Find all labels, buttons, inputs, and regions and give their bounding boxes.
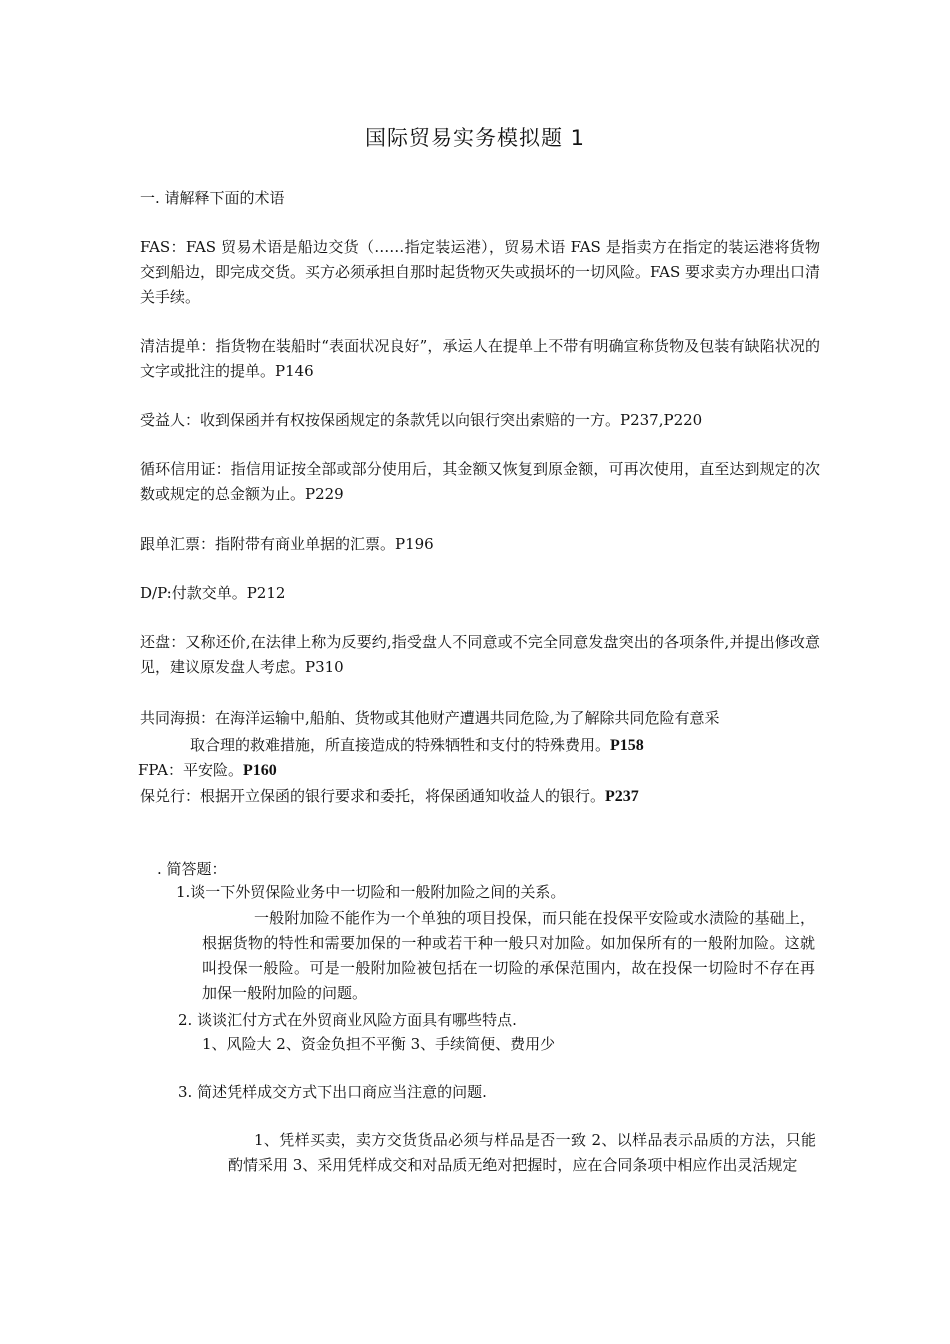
fpa-text: FPA：平安险。 [138,761,243,779]
advising-bank-text: 保兑行：根据开立保函的银行要求和委托，将保函通知收益人的银行。 [140,787,606,805]
term-beneficiary: 受益人：收到保函并有权按保函规定的条款凭以向银行突出索赔的一方。P237,P220 [140,411,703,429]
section1-heading: 一. 请解释下面的术语 [140,189,285,207]
term-counter-offer: 还盘：又称还价,在法律上称为反要约,指受盘人不同意或不完全同意发盘突出的各项条件,并提出修改意见，建议原发盘人考虑。P310 [140,633,820,676]
term-dp: D/P:付款交单。P212 [140,584,286,602]
advising-bank-page: P237 [605,788,639,805]
term-general-average-line2 [190,733,644,758]
question-3: 3. 简述凭样成交方式下出口商应当注意的问题. [178,1083,487,1101]
term-fpa [138,758,277,783]
answer-2: 1、风险大 2、资金负担不平衡 3、手续简便、费用少 [202,1035,556,1053]
answer-3: 1、凭样买卖，卖方交货货品必须与样品是否一致 2、以样品表示品质的方法，只能酌情采用 3、采用凭样成交和对品质无绝对把握时，应在合同条项中相应作出灵活规定 [228,1131,816,1174]
term-fas: FAS：FAS 贸易术语是船边交货（……指定装运港），贸易术语 FAS 是指卖方在指定的装运港将货物交到船边，即完成交货。买方必须承担自那时起货物灭失或损坏的一切风险。FAS 要求卖方办理出口清关手续。 [140,238,820,306]
question-1: 1.谈一下外贸保险业务中一切险和一般附加险之间的关系。 [176,883,566,901]
document-title: 国际贸易实务模拟题 1 [364,126,586,150]
general-average-text: 取合理的救难措施，所直接造成的特殊牺牲和支付的特殊费用。 [190,736,611,754]
term-general-average-line1: 共同海损：在海洋运输中,船舶、货物或其他财产遭遇共同危险,为了解除共同危险有意采 [140,709,720,727]
question-2: 2. 谈谈汇付方式在外贸商业风险方面具有哪些特点. [178,1011,517,1029]
fpa-page: P160 [242,762,277,779]
term-advising-bank [140,784,639,809]
answer-1: 一般附加险不能作为一个单独的项目投保，而只能在投保平安险或水渍险的基础上，根据货物的特性和需要加保的一种或若干种一般只对加险。如加保所有的一般附加险。这就叫投保一般险。可是一般附加险被包括在一切险的承保范围内，故在投保一切险时不存在再加保一般附加险的问题。 [202,909,815,1002]
general-average-page: P158 [610,737,644,754]
term-revolving-lc: 循环信用证：指信用证按全部或部分使用后，其金额又恢复到原金额，可再次使用，直至达到规定的次数或规定的总金额为止。P229 [140,460,820,503]
term-documentary-bill: 跟单汇票：指附带有商业单据的汇票。P196 [140,535,434,553]
section2-heading: . 简答题： [157,860,227,878]
term-clean-bill-of-lading: 清洁提单：指货物在装船时“表面状况良好”，承运人在提单上不带有明确宣称货物及包装有缺陷状况的文字或批注的提单。P146 [140,337,820,380]
